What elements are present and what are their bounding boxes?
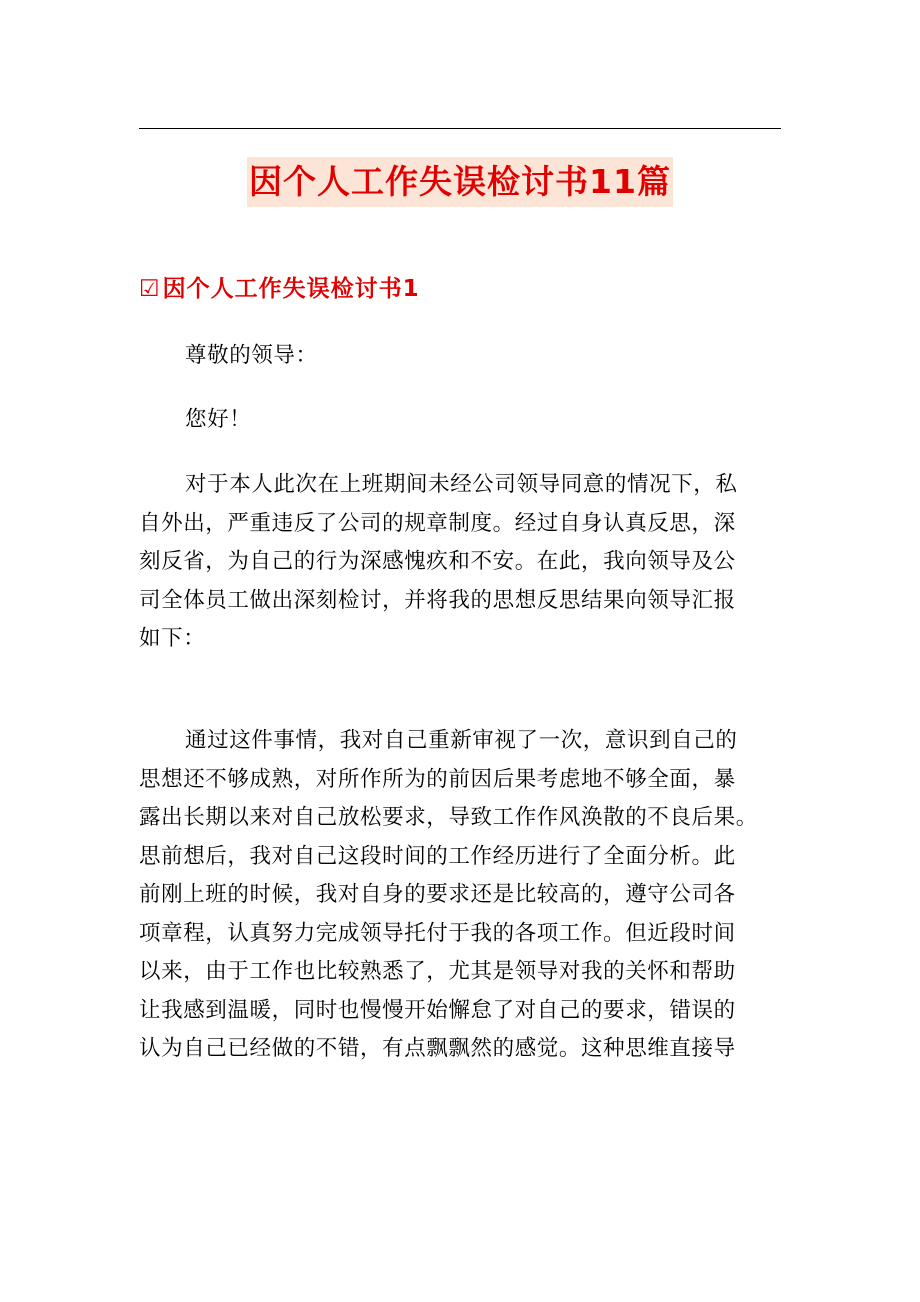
paragraph-line: 思前想后，我对自己这段时间的工作经历进行了全面分析。此 — [139, 843, 736, 869]
paragraph-line: 如下： — [139, 626, 206, 651]
greeting-block — [139, 401, 781, 440]
paragraph-line: 对于本人此次在上班期间未经公司领导同意的情况下，私 — [185, 472, 738, 497]
header-rule — [139, 128, 781, 129]
salutation-block — [139, 337, 781, 376]
document-title: 因个人工作失误检讨书11篇 — [247, 157, 673, 207]
section-heading-text: 因个人工作失误检讨书1 — [162, 276, 420, 302]
paragraph-2 — [139, 722, 781, 1069]
paragraph-line: 自外出，严重违反了公司的规章制度。经过自身认真反思，深 — [139, 510, 736, 536]
paragraph-line: 司全体员工做出深刻检讨，并将我的思想反思结果向领导汇报 — [139, 587, 736, 613]
greeting: 您好！ — [185, 407, 252, 432]
paragraph-line: 通过这件事情，我对自己重新审视了一次，意识到自己的 — [185, 728, 738, 753]
paragraph-line: 刻反省，为自己的行为深感愧疚和不安。在此，我向领导及公 — [139, 549, 736, 574]
title-container — [0, 157, 920, 207]
paragraph-1 — [139, 466, 781, 659]
paragraph-line: 让我感到温暖，同时也慢慢开始懈怠了对自己的要求，错误的 — [139, 997, 736, 1023]
paragraph-line: 项章程，认真努力完成领导托付于我的各项工作。但近段时间 — [139, 920, 736, 946]
section-heading — [139, 271, 420, 307]
checkbox-checked-icon: ☑ — [139, 276, 161, 302]
paragraph-line: 前刚上班的时候，我对自身的要求还是比较高的，遵守公司各 — [139, 882, 736, 907]
salutation: 尊敬的领导： — [185, 343, 318, 368]
paragraph-line: 思想还不够成熟，对所作所为的前因后果考虑地不够全面，暴 — [139, 766, 736, 792]
paragraph-line: 认为自己已经做的不错，有点飘飘然的感觉。这种思维直接导 — [139, 1036, 736, 1061]
paragraph-line: 露出长期以来对自己放松要求，导致工作作风涣散的不良后果。 — [139, 805, 758, 830]
paragraph-line: 以来，由于工作也比较熟悉了，尤其是领导对我的关怀和帮助 — [139, 959, 736, 984]
